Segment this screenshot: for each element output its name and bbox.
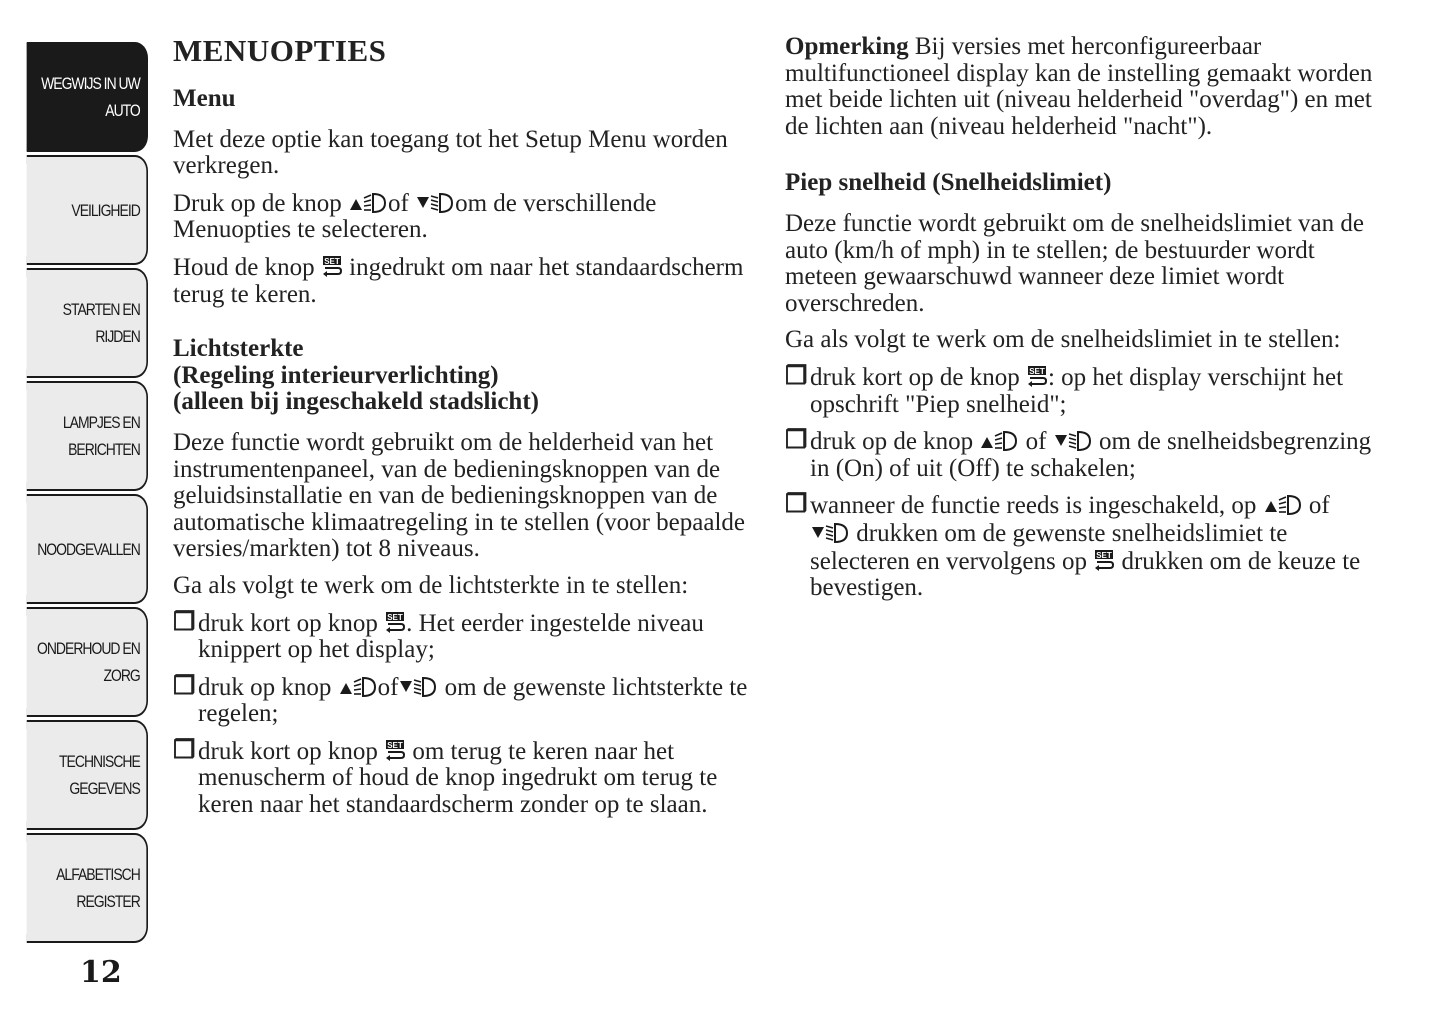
list-item [785,364,1375,418]
left-column [173,34,753,829]
text: om de verschillende Menuopties te selecteren. [173,189,657,244]
tab-register[interactable] [27,833,148,943]
text: of [387,189,409,217]
light-heading [173,336,753,416]
light-steps-intro: Ga als volgt te werk om de lichtsterkte in te stellen: [173,571,689,599]
bullet-icon: ❒ [785,362,808,390]
light-paragraph: Deze functie wordt gebruikt om de helderheid van het instrumentenpaneel, van de bedieningsknoppen van de geluidsinstallatie en van de bedieningsknoppen van de automatische klimaatregeling in te stellen (voor bepaalde versies/markten) tot 8 niveaus. [173,428,746,563]
text: druk op de knop [810,428,974,456]
tab-label: ONDERHOUD EN ZORG [36,639,140,685]
menu-set-instruction [173,254,753,308]
page-title: MENUOPTIES [173,33,387,68]
menu-instruction [173,190,753,244]
bullet-icon: ❒ [785,491,808,519]
note-paragraph [785,34,1375,140]
list-item [785,428,1375,482]
text: druk kort op knop [198,609,378,637]
set-button-icon [1026,364,1048,388]
list-item [173,738,753,819]
menu-paragraph: Met deze optie kan toegang tot het Setup Menu worden verkregen. [173,125,728,180]
text: . Het eerder ingestelde niveau knippert op het display; [198,609,704,664]
down-light-button-icon [1053,428,1093,452]
set-button-icon [384,610,406,634]
text: om de snelheidsbegrenzing in (On) of uit (Off) te schakelen; [810,428,1372,482]
list-item [785,492,1375,601]
text: of [1308,492,1330,520]
speed-heading: Piep snelheid (Snelheidslimiet) [785,169,1112,197]
tab-label: LAMPJES EN BERICHTEN [62,413,140,459]
tab-label: VEILIGHEID [71,200,140,220]
up-light-button-icon [979,428,1019,452]
tab-noodgevallen[interactable] [27,494,148,604]
right-column [785,34,1375,612]
tab-wegwijs[interactable] [27,42,148,152]
text: Houd de knop [173,253,315,281]
set-button-icon [321,254,343,278]
text: Druk op de knop [173,189,342,217]
speed-paragraph: Deze functie wordt gebruikt om de snelheidslimiet van de auto (km/h of mph) in te stellen; de bestuurder wordt meteen gewaarschuwd wanneer deze limiet wordt overschreden. [785,209,1364,317]
text: druk kort op de knop [810,363,1020,391]
tab-label: WEGWIJS IN UW AUTO [41,74,140,120]
text: wanneer de functie reeds is ingeschakeld, op [810,492,1257,520]
tab-lampjes[interactable] [27,381,148,491]
tab-veiligheid[interactable] [27,155,148,265]
text: of [1025,428,1047,456]
down-light-button-icon [398,674,438,698]
text: om de gewenste lichtsterkte te regelen; [198,673,748,728]
list-item [173,610,753,664]
tab-label: ALFABETISCH REGISTER [56,865,140,911]
text: (Regeling interieurverlichting) [173,361,499,389]
tab-label: STARTEN EN RIJDEN [62,300,140,346]
text: drukken om de keuze te bevestigen. [810,547,1361,602]
text: drukken om de gewenste snelheidslimiet te selecteren en vervolgens op [810,519,1288,575]
up-light-button-icon [1263,492,1303,516]
text: druk op knop [198,673,332,701]
set-button-icon [384,738,406,762]
up-light-button-icon [338,674,378,698]
down-light-button-icon [810,520,850,544]
text: (alleen bij ingeschakeld stadslicht) [173,388,539,416]
note-label: Opmerking [785,33,909,60]
tab-technische[interactable] [27,720,148,830]
set-button-icon [1093,548,1115,572]
up-light-button-icon [348,190,388,214]
menu-heading: Menu [173,85,236,112]
text: : op het display verschijnt het opschrift "Piep snelheid"; [810,363,1344,418]
bullet-icon: ❒ [785,427,808,455]
bullet-icon: ❒ [173,608,196,636]
text: ingedrukt om naar het standaardscherm terug te keren. [173,253,744,308]
text: Lichtsterkte [173,335,304,363]
bullet-icon: ❒ [173,736,196,764]
list-item [173,674,753,728]
page-number: 12 [80,955,122,990]
text: druk kort op knop [198,737,378,765]
tab-label: TECHNISCHE GEGEVENS [59,752,140,798]
tab-onderhoud[interactable] [27,607,148,717]
tab-label: NOODGEVALLEN [37,539,140,559]
down-light-button-icon [415,190,455,214]
text: Bij versies met herconfigureerbaar multifunctioneel display kan de instelling gemaakt worden met beide lichten uit (niveau helderheid "overdag") en met de lichten aan (niveau helderheid "nacht"). [785,33,1373,140]
text: om terug te keren naar het menuscherm of houd de knop ingedrukt om terug te keren naar het standaardscherm zonder op te slaan. [198,737,718,819]
text: of [377,673,399,701]
speed-steps-intro: Ga als volgt te werk om de snelheidslimiet in te stellen: [785,326,1341,354]
bullet-icon: ❒ [173,672,196,700]
tab-starten[interactable] [27,268,148,378]
